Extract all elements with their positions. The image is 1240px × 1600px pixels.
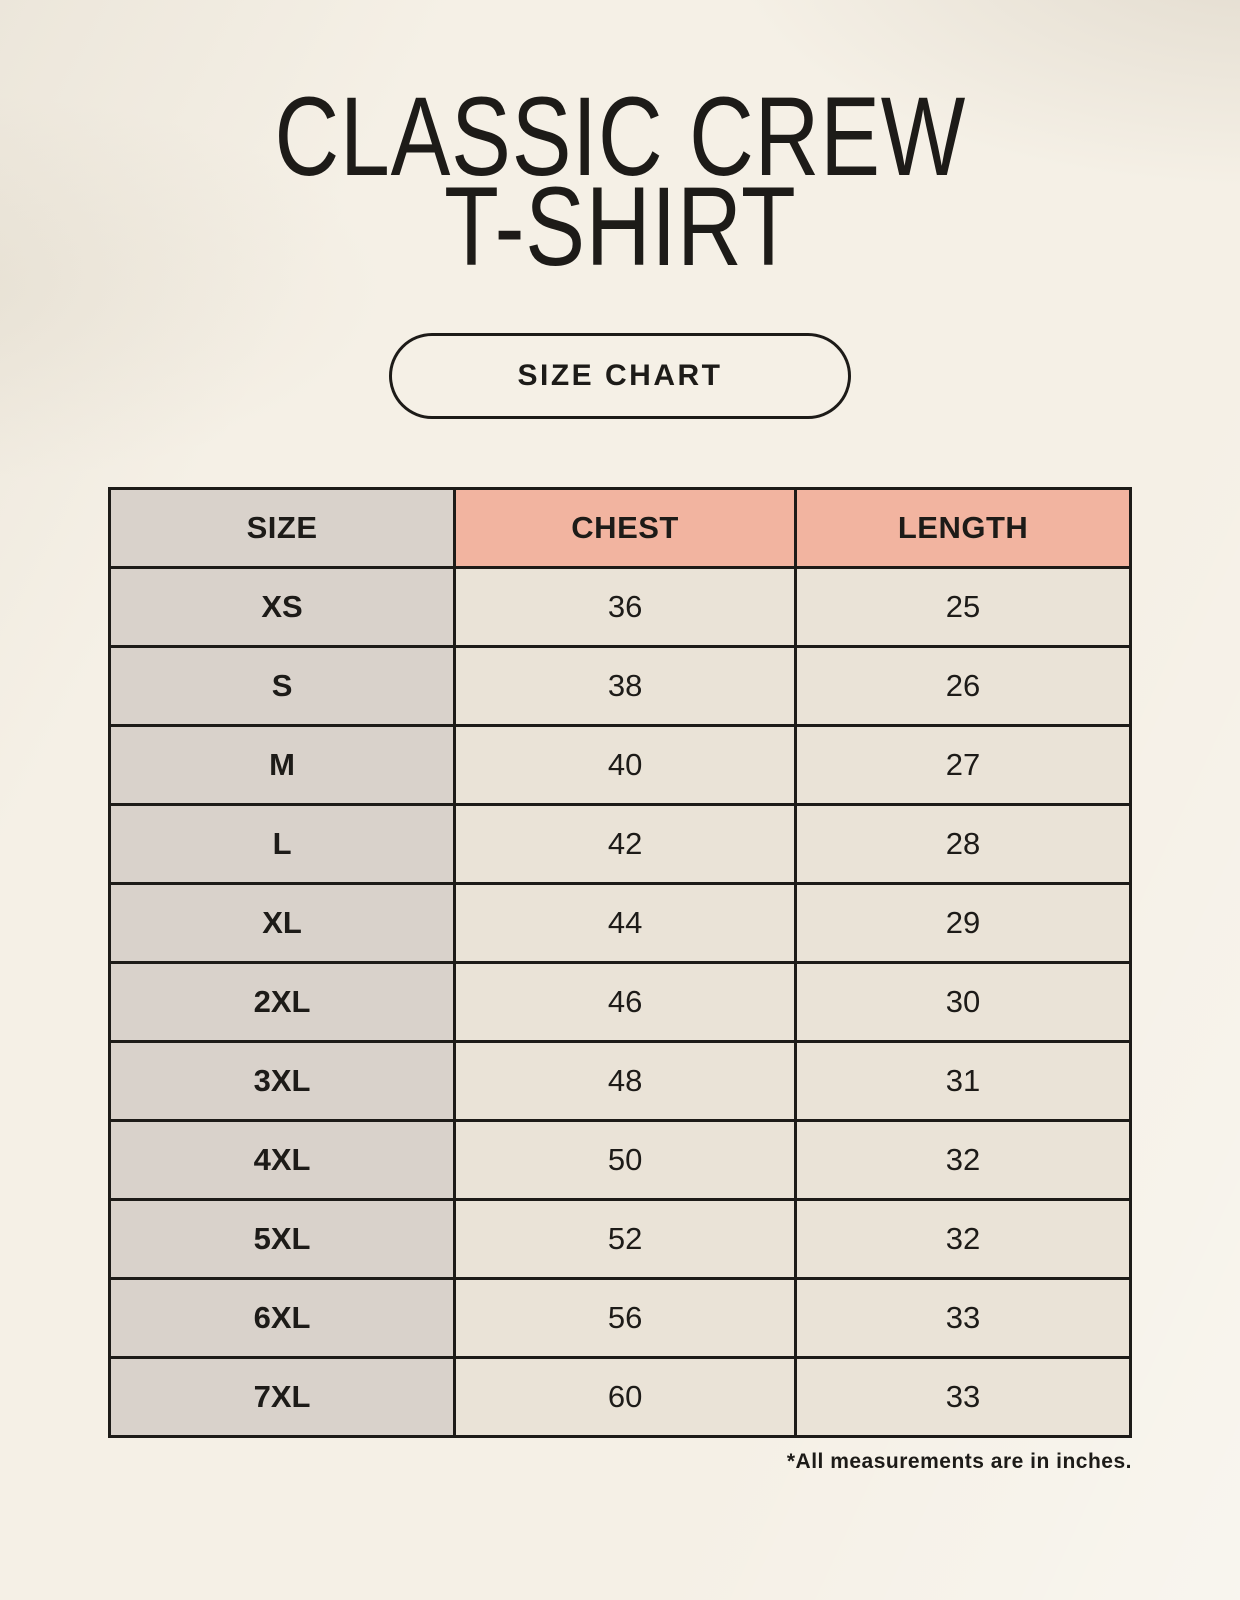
chest-value: 48 <box>455 1042 796 1121</box>
size-value: XL <box>110 884 455 963</box>
table-row <box>110 568 1131 647</box>
page-title-line2: T-SHIRT <box>443 163 797 289</box>
table-row <box>110 1279 1131 1358</box>
size-value: L <box>110 805 455 884</box>
chest-value: 50 <box>455 1121 796 1200</box>
chest-value: 46 <box>455 963 796 1042</box>
table-row <box>110 1121 1131 1200</box>
size-value: 5XL <box>110 1200 455 1279</box>
size-chart-button-label: SIZE CHART <box>517 359 723 393</box>
length-value: 31 <box>796 1042 1131 1121</box>
chest-value: 44 <box>455 884 796 963</box>
table-row <box>110 1358 1131 1437</box>
column-header-length: LENGTH <box>796 489 1131 568</box>
chest-value: 38 <box>455 647 796 726</box>
length-value: 33 <box>796 1358 1131 1437</box>
length-value: 30 <box>796 963 1131 1042</box>
column-header-chest: CHEST <box>455 489 796 568</box>
chest-value: 60 <box>455 1358 796 1437</box>
table-row <box>110 1042 1131 1121</box>
size-chart-button[interactable] <box>389 333 851 419</box>
table-row <box>110 1200 1131 1279</box>
table-header-row <box>110 489 1131 568</box>
length-value: 25 <box>796 568 1131 647</box>
length-value: 27 <box>796 726 1131 805</box>
page-title-line1: CLASSIC CREW <box>274 74 966 199</box>
chest-value: 36 <box>455 568 796 647</box>
chest-value: 52 <box>455 1200 796 1279</box>
page-title <box>274 74 966 289</box>
length-value: 32 <box>796 1200 1131 1279</box>
chest-value: 56 <box>455 1279 796 1358</box>
chest-value: 40 <box>455 726 796 805</box>
table-row <box>110 647 1131 726</box>
table-row <box>110 726 1131 805</box>
size-value: M <box>110 726 455 805</box>
measurements-footnote: *All measurements are in inches. <box>786 1450 1132 1474</box>
table-row <box>110 963 1131 1042</box>
size-value: 7XL <box>110 1358 455 1437</box>
length-value: 29 <box>796 884 1131 963</box>
size-value: 4XL <box>110 1121 455 1200</box>
table-row <box>110 884 1131 963</box>
length-value: 26 <box>796 647 1131 726</box>
size-value: 3XL <box>110 1042 455 1121</box>
table-row <box>110 805 1131 884</box>
size-value: XS <box>110 568 455 647</box>
length-value: 28 <box>796 805 1131 884</box>
length-value: 33 <box>796 1279 1131 1358</box>
column-header-size: SIZE <box>110 489 455 568</box>
size-value: 2XL <box>110 963 455 1042</box>
size-value: 6XL <box>110 1279 455 1358</box>
size-table <box>108 487 1132 1438</box>
length-value: 32 <box>796 1121 1131 1200</box>
chest-value: 42 <box>455 805 796 884</box>
size-value: S <box>110 647 455 726</box>
